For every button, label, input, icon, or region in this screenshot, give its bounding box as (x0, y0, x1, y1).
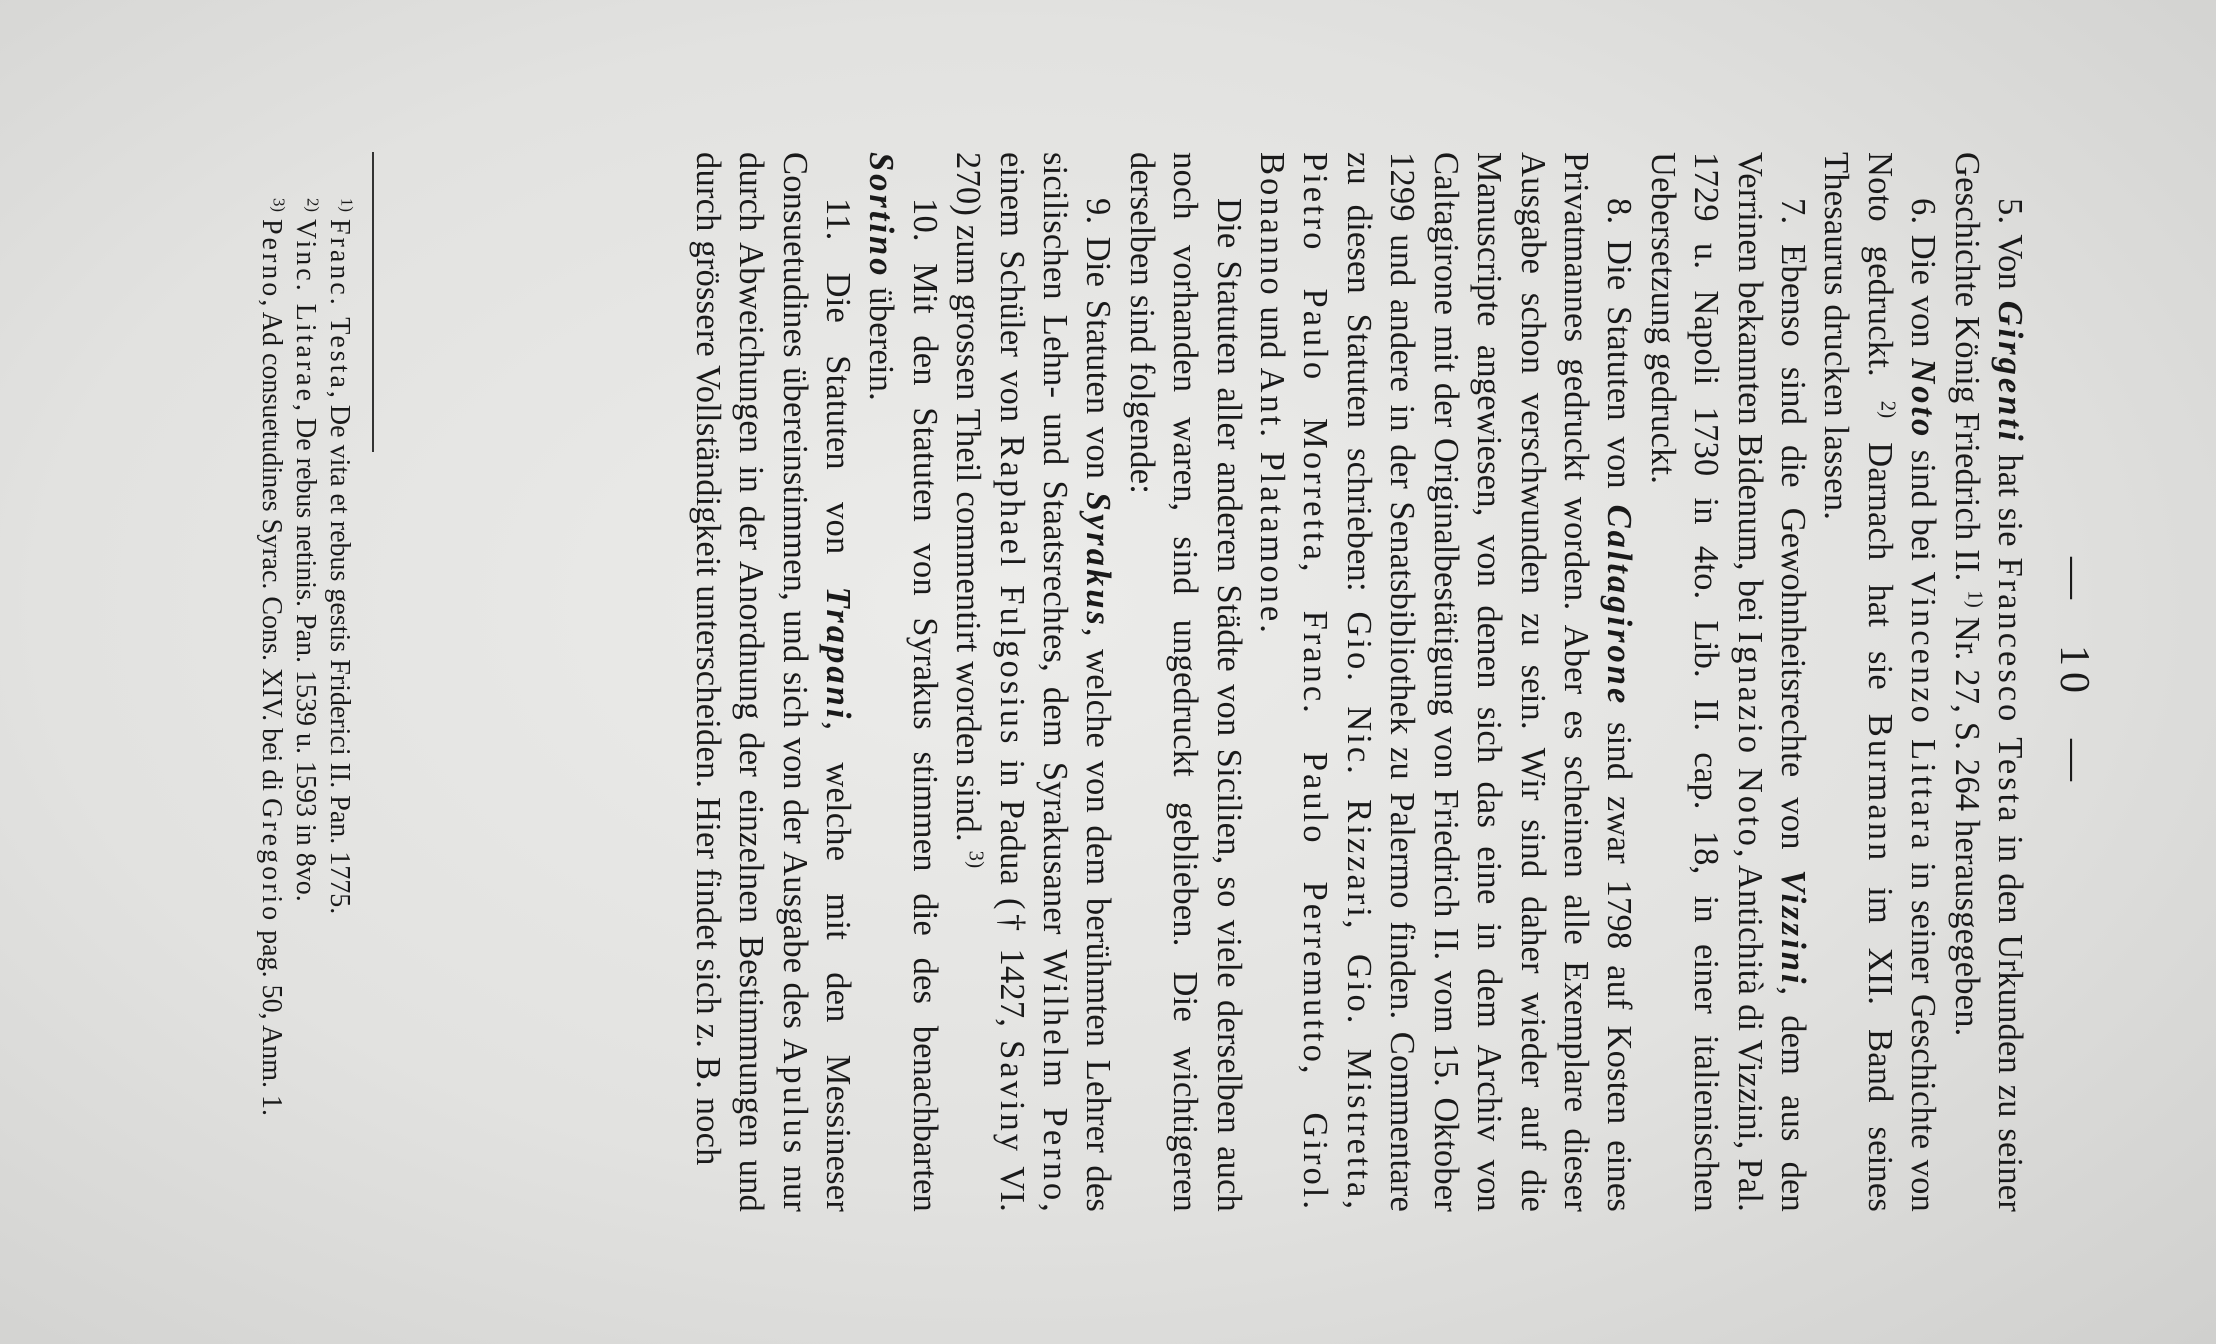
text-run: , Antichità di Vizzini, Pal. 1729 u. Napoli 1730 in 4to. Lib. II. cap. 18, in einer italienischen Uebersetzung gedruckt. (1643, 152, 1769, 1212)
text-run: Die Statuten aller anderen Städte von Sicilien, so viele derselben auch noch vorhanden waren, sind ungedruckt geblieben. Die wichtigeren derselben sind folgende: (1122, 152, 1248, 1212)
paragraphs-p8 (1250, 152, 1641, 1212)
text-run: . (1253, 624, 1292, 634)
person-name: Vinc. Litarae (290, 218, 321, 404)
footnote-separator (372, 152, 374, 452)
text-run: 8. Die Statuten von (1600, 198, 1639, 505)
person-name: Apulus (775, 1038, 814, 1157)
text-run: nur durch Abweichungen in der Anordnung der einzelnen Bestimmungen und durch grössere Vollständigkeit unterscheiden. Hier findet sich z. B. noch (688, 152, 814, 1212)
text-run (324, 212, 355, 219)
text-run: in den Urkunden zu seiner Geschichte König Friedrich II. (1947, 152, 2029, 1212)
text-run: 10. Mit den Statuten von Syrakus stimmen die des benachbarten (905, 198, 944, 1212)
page-number-value: 10 (2051, 645, 2097, 699)
text-run: im XII. Band seines Thesaurus drucken lassen. (1817, 152, 1899, 1213)
text-run: , dem aus den Verrinen bekannten Bidenum, bei (1730, 152, 1812, 1212)
person-name: Gregorio (256, 798, 287, 924)
text-run (256, 212, 287, 219)
text-run (290, 212, 321, 219)
footnotes-fn1 (322, 152, 356, 1212)
place-name: Caltagirone (1600, 504, 1639, 707)
footnote-ref: 1) (1963, 590, 1986, 608)
person-name: Gio. Nic. Rizzari, Gio. Mistretta, Pietro Paulo Morretta, Franc. Paulo Perremutto, Girol. Bonanno (1253, 152, 1378, 1212)
page-number (2050, 0, 2098, 1344)
text-run: überein. (862, 278, 901, 401)
footnote-ref: 3) (269, 198, 289, 212)
person-name: Burmann (1860, 713, 1899, 864)
person-name: Ignazio Noto (1730, 631, 1769, 849)
text-run: VI. 270) zum grossen Theil commentirt worden sind. (949, 152, 1031, 1212)
page-number-dash-right: — (2051, 739, 2097, 787)
text-run: 7. Ebenso sind die Gewohnheitsrechte von (1773, 198, 1812, 870)
text-run: hat sie (1991, 443, 2029, 558)
text-run: , einem Schüler von (992, 152, 1075, 1212)
paragraphs-p10 (859, 152, 946, 1212)
text-run: und (1253, 297, 1292, 368)
footnotes-fn3 (254, 152, 288, 1212)
text-run: , welche mit den Messineser Consuetudines übereinstimmen, und sich von der Ausgabe des (775, 152, 858, 1212)
text-run: 9. Die Statuten von (1079, 198, 1118, 492)
text-run: 11. Die Statuten von (819, 198, 858, 587)
page-number-dash-left: — (2051, 557, 2097, 605)
paragraphs-p8b (1119, 152, 1249, 1212)
person-name: Wilhelm Perno (1036, 949, 1075, 1204)
person-name: Ant. Platamone (1253, 367, 1292, 625)
person-name: Saviny (992, 1040, 1031, 1154)
footnote-ref: 3) (964, 850, 987, 869)
text-run: sind zwar 1798 auf Kosten eines Privatmannes gedruckt worden. Aber es scheinen alle Exemplare dieser Ausgabe schon verschwunden zu sein. Wir sind daher wieder auf die Manuscripte angewiesen, von denen sich das eine in dem Archiv von Caltagirone mit der Originalbestätigung von Friedrich II. vom 15. Oktober 1299 und andere in der Senatsbibliothek zu Palermo finden. Commentare zu diesen Statuten schrieben: (1339, 152, 1639, 1212)
text-run: , Ad consuetudines Syrac. Cons. XIV. bei di (256, 299, 287, 799)
place-name: Noto (1904, 358, 1943, 440)
text-run: pag. 50, Anm. 1. (256, 923, 287, 1117)
place-name: Trapani (819, 586, 858, 722)
person-name: Franc. Testa (324, 218, 355, 391)
place-name: Girgenti (1991, 300, 2029, 444)
person-name: Francesco Testa (1991, 557, 2029, 825)
person-name: Perno (256, 218, 287, 300)
text-run: 6. Die von (1904, 198, 1943, 359)
paragraphs-p11 (685, 152, 859, 1212)
place-name: Sortino (862, 152, 901, 279)
paragraphs-p9 (946, 152, 1120, 1212)
person-name: Raphael Fulgosius (992, 435, 1031, 747)
paragraphs-p5 (1944, 152, 2031, 1212)
text-run: , De vita et rebus gestis Friderici II. Pan. 1775. (324, 390, 355, 915)
paragraphs-p6 (1814, 152, 1944, 1212)
place-name: Syrakus (1079, 491, 1118, 628)
footnote-ref: 2) (1876, 400, 1899, 419)
text-run: Darnach hat sie (1860, 418, 1899, 714)
text-run: in Padua († 1427, (992, 746, 1031, 1041)
place-name: Vizzini (1773, 869, 1812, 987)
person-name: Vincenzo Littara (1904, 571, 1943, 852)
text-run: sind bei (1904, 439, 1943, 572)
footnotes-fn2 (288, 152, 322, 1212)
text-run: 5. Von (1991, 198, 2029, 301)
text-run: Nr. 27, S. 264 herausgegeben. (1947, 607, 1986, 1037)
text-run: in seiner Geschichte von Noto gedruckt. (1860, 152, 1943, 1212)
body-text (685, 152, 2031, 1212)
text-run: , De rebus netinis. Pan. 1539 u. 1593 in 8vo. (290, 404, 321, 902)
footnote-ref: 1) (337, 198, 357, 212)
footnote-ref: 2) (303, 198, 323, 212)
text-run: , welche von dem berühmten Lehrer des sicilischen Lehn- und Staatsrechtes, dem Syrakusaner (1036, 152, 1118, 1212)
footnotes (254, 152, 356, 1212)
paragraphs-p7 (1640, 152, 1814, 1212)
